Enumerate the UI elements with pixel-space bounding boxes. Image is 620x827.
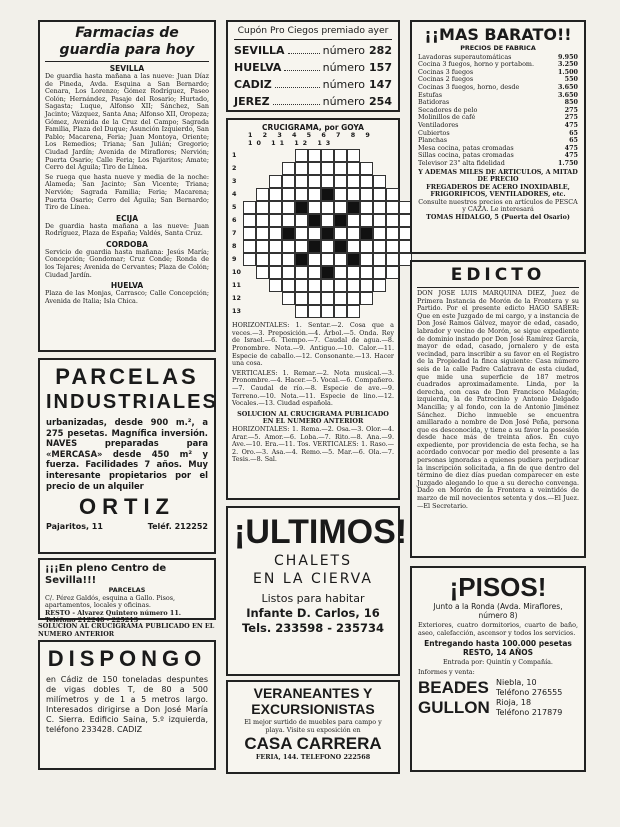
grid-cell (373, 305, 386, 318)
pisos-box (410, 566, 586, 772)
grid-cell[interactable] (347, 175, 360, 188)
grid-cell (269, 292, 282, 305)
grid-cell[interactable] (334, 266, 347, 279)
grid-cell[interactable] (308, 253, 321, 266)
grid-row-number: 8 (232, 242, 237, 251)
cupon-city: JEREZ (234, 95, 270, 108)
grid-cell[interactable] (256, 214, 269, 227)
grid-cell[interactable] (386, 201, 399, 214)
crossword-grid (243, 149, 412, 318)
crucigrama-cols: 1 2 3 4 5 6 7 8 9 10 11 12 13 (248, 131, 374, 147)
grid-cell[interactable] (360, 266, 373, 279)
cupon-label: número (322, 44, 366, 57)
veraneantes-title2: EXCURSIONISTAS (251, 701, 375, 717)
cupon-dots (273, 93, 320, 105)
pisos-tel1: Teléfono 276555 (496, 688, 563, 698)
cordoba-text: Servicio de guardia hasta mañana: Jesús María; Concepción; Gondomar; Cruz Conde; Ronda de los Tejares; Avenida de Cervantes; Plaza de Colón; Ciudad Jardín. (45, 247, 209, 279)
barato-item-name: Sillas cocina, patas cromadas (418, 151, 514, 160)
grid-cell[interactable] (360, 253, 373, 266)
grid-cell[interactable] (295, 305, 308, 318)
cupon-title: Cupón Pro Ciegos premiado ayer (237, 25, 389, 36)
grid-cell[interactable] (360, 175, 373, 188)
grid-cell (282, 149, 295, 162)
grid-cell[interactable] (373, 279, 386, 292)
farmacias-box (38, 20, 216, 352)
barato-line1: Y ADEMAS MILES DE ARTICULOS, A MITAD DE PRECIO (418, 167, 578, 184)
grid-row-number: 2 (232, 164, 237, 173)
grid-cell[interactable] (373, 175, 386, 188)
grid-cell[interactable] (334, 227, 347, 240)
grid-cell[interactable] (360, 240, 373, 253)
grid-cell[interactable] (243, 253, 256, 266)
ecija-heading: ECIJA (115, 213, 138, 223)
cupon-city: HUELVA (234, 61, 282, 74)
grid-cell (243, 149, 256, 162)
grid-cell[interactable] (373, 240, 386, 253)
grid-cell[interactable] (321, 253, 334, 266)
dispongo-body: en Cádiz de 150 toneladas despuntes de vigas dobles T, de 80 a 500 milímetros y de 1 a 5 metros largo. Interesados dirigirse a Don José María C. Sierra. Edificio Saina, 5.º izquierda, teléfono 233428. CADIZ (46, 675, 208, 734)
grid-cell (256, 162, 269, 175)
grid-cell[interactable] (321, 162, 334, 175)
grid-cell[interactable] (308, 175, 321, 188)
grid-cell[interactable] (269, 201, 282, 214)
grid-row-number: 4 (232, 190, 237, 199)
grid-cell[interactable] (321, 175, 334, 188)
ultimos-box (226, 506, 408, 676)
grid-cell (256, 175, 269, 188)
grid-cell[interactable] (321, 149, 334, 162)
grid-row-number: 1 (232, 151, 237, 160)
grid-cell[interactable] (282, 292, 295, 305)
grid-cell[interactable] (256, 201, 269, 214)
grid-cell (243, 305, 256, 318)
grid-cell[interactable] (256, 253, 269, 266)
grid-cell[interactable] (295, 292, 308, 305)
barato-line2: FREGADEROS DE ACERO INOXIDABLE, FRIGORIFICOS, VENTILADORES, etc. (426, 182, 570, 199)
grid-cell[interactable] (321, 292, 334, 305)
grid-cell[interactable] (282, 214, 295, 227)
grid-cell (269, 162, 282, 175)
grid-row-number: 11 (232, 281, 241, 290)
grid-cell (386, 292, 399, 305)
grid-cell[interactable] (347, 149, 360, 162)
pisos-addr2: Rioja, 18 (496, 698, 532, 708)
grid-cell (256, 149, 269, 162)
grid-cell[interactable] (308, 214, 321, 227)
centro-body: C/. Pérez Galdós, esquina a Gallo. Pisos, apartamentos, locales y oficinas. (45, 593, 176, 610)
pisos-line3: Entregando hasta 100.000 pesetas RESTO, 14 AÑOS (424, 639, 572, 658)
barato-subtitle: PRECIOS DE FABRICA (460, 44, 536, 52)
grid-row-number: 10 (232, 268, 241, 277)
grid-cell[interactable] (282, 266, 295, 279)
grid-cell[interactable] (256, 227, 269, 240)
grid-cell[interactable] (282, 175, 295, 188)
grid-cell[interactable] (334, 149, 347, 162)
grid-cell[interactable] (295, 201, 308, 214)
grid-cell[interactable] (360, 227, 373, 240)
grid-cell[interactable] (295, 279, 308, 292)
barato-item-name: Lavadoras superautomáticas (418, 52, 512, 61)
pisos-line4: Entrada por: Quintín y Compañía. (443, 658, 553, 667)
edicto-box (410, 260, 586, 558)
farmacias-title: Farmacias de guardia para hoy (59, 25, 195, 58)
grid-cell (373, 292, 386, 305)
grid-cell[interactable] (360, 162, 373, 175)
grid-cell[interactable] (243, 240, 256, 253)
barato-item-price: 475 (564, 120, 578, 129)
grid-cell[interactable] (347, 214, 360, 227)
grid-cell[interactable] (308, 149, 321, 162)
barato-item-price: 3.650 (557, 82, 578, 91)
cupon-row (234, 59, 392, 76)
grid-cell[interactable] (347, 305, 360, 318)
grid-cell[interactable] (269, 227, 282, 240)
grid-row-number: 12 (232, 294, 241, 303)
pisos-line1: Junto a la Ronda (Avda. Miraflores, número 8) (433, 602, 563, 620)
grid-cell[interactable] (269, 240, 282, 253)
pisos-line2: Exteriores, cuatro dormitorios, cuarto de baño, aseo, calefacción, ascensor y todos los servicios. (418, 621, 578, 637)
grid-cell[interactable] (334, 214, 347, 227)
grid-cell[interactable] (308, 292, 321, 305)
grid-cell[interactable] (295, 214, 308, 227)
crucigrama-horizontales: HORIZONTALES: 1. Sentar.—2. Cosa que a veces.—3. Preposición.—4. Árbol.—5. Onda. Rey de Israel.—6. Tiempo.—7. Caudal de agua.—8. Pronombre. Nota.—9. Antiguo.—10. Calor.—11. Especie de caballo.—12. Consonante.—13. Hacer una cosa. (232, 321, 394, 368)
grid-cell[interactable] (269, 188, 282, 201)
barato-item-price: 550 (564, 75, 578, 84)
grid-cell[interactable] (334, 188, 347, 201)
crucigrama-title: CRUCIGRAMA, por GOYA (262, 123, 364, 132)
parcelas-phone: Teléf. 212252 (147, 522, 208, 532)
grid-cell (386, 175, 399, 188)
grid-cell (386, 162, 399, 175)
cupon-box (226, 20, 400, 112)
barato-item (418, 84, 578, 92)
grid-cell[interactable] (360, 214, 373, 227)
grid-cell[interactable] (256, 266, 269, 279)
grid-cell[interactable] (386, 188, 399, 201)
grid-cell (243, 279, 256, 292)
sevilla-text2: Se ruega que hasta nueve y media de la noche: Alameda; San Jacinto; San Vicente; Triana; Nervión; Sagrada Familia; Feria; Macarena; Puerta Osario; Cerro del Águila; San Bernardo; Tiro de Línea. (45, 172, 209, 212)
grid-cell (269, 305, 282, 318)
dispongo-title: DISPONGO (47, 646, 207, 671)
grid-cell (360, 149, 373, 162)
grid-cell[interactable] (321, 305, 334, 318)
grid-cell[interactable] (308, 227, 321, 240)
grid-cell (360, 305, 373, 318)
grid-cell[interactable] (282, 240, 295, 253)
grid-cell[interactable] (347, 162, 360, 175)
grid-cell[interactable] (347, 292, 360, 305)
grid-cell[interactable] (282, 188, 295, 201)
centro-subtitle: PARCELAS (108, 586, 146, 594)
barato-item-name: Cocina 3 fuegos, horno y portabom. (418, 60, 535, 69)
grid-cell[interactable] (373, 227, 386, 240)
ultimos-line3: Listos para habitar (261, 592, 365, 605)
barato-item-name: Televisor 23" alta fidelidad (418, 158, 505, 167)
veraneantes-box (226, 680, 400, 774)
centro-title: ¡¡¡En pleno Centro de Sevilla!!! (45, 563, 167, 586)
barato-item-price: 3.650 (557, 90, 578, 99)
pisos-brand1: BEADES (418, 678, 489, 698)
parcelas-address: Pajaritos, 11 (46, 522, 103, 532)
grid-cell[interactable] (347, 253, 360, 266)
grid-cell[interactable] (373, 214, 386, 227)
grid-cell (256, 305, 269, 318)
grid-cell[interactable] (295, 227, 308, 240)
veraneantes-address: FERIA, 144. TELEFONO 222568 (255, 753, 371, 762)
grid-cell[interactable] (373, 188, 386, 201)
pisos-tel2: Teléfono 217879 (496, 708, 563, 718)
barato-item-name: Cocinas 2 fuegos (418, 75, 474, 84)
grid-cell (386, 305, 399, 318)
crucigrama-solucion-title: SOLUCION AL CRUCIGRAMA PUBLICADO EN EL NUMERO ANTERIOR (237, 409, 389, 426)
grid-cell (386, 149, 399, 162)
grid-cell[interactable] (360, 279, 373, 292)
crucigrama-solucion-text: HORIZONTALES: 1. Rema.—2. Osa.—3. Olor.—4. Arar.—5. Amor.—6. Loba.—7. Rito.—8. Ana.—9. Ave.—10. Era.—11. Tos. VERTICALES: 1. Raso.—2. Oro.—3. Asa.—4. Remo.—5. Mar.—6. Ola.—7. Tesis.—8. Sal. (232, 424, 394, 464)
grid-cell[interactable] (321, 227, 334, 240)
grid-row-number: 9 (232, 255, 237, 264)
cupon-num: 282 (369, 44, 392, 57)
grid-cell[interactable] (373, 266, 386, 279)
grid-cell[interactable] (334, 253, 347, 266)
cupon-row (234, 76, 392, 93)
cupon-row (234, 42, 392, 59)
barato-item-name: Ventiladores (418, 120, 459, 129)
sevilla-text: De guardia hasta mañana a las nueve: Juan Díaz de Pineda, Avda. Esquina a San Bernardo; Cenara, Los Lorenzo; Gómez Rodríguez, Paseo Colón; Hernández, Pasaje del Rosario; Hurtado, Sagasta; Luque, Alfonso XII; Sánchez, San Jacinto; Vázquez, Santa Ana; Alfonso XII, Oropeza; Gómez, Avenida de la Cruz del Campo; Sagrada Familia, Plaza del Duque; Asunción Izquierdo, San Pablo; Macarena, Feria; Juan Montoya, Oriente; Los Remedios; Triana; San Julián; Gregorio; Ciudad Jardín; Avenida de Miraflores; Nervión; Puerta Osario; Calle Feria; Los Pajaritos; Amate; Cerro del Águila; Tiro de Línea. (45, 72, 209, 172)
grid-row-number: 3 (232, 177, 237, 186)
grid-cell (269, 149, 282, 162)
veraneantes-brand: CASA CARRERA (244, 734, 382, 754)
grid-cell (243, 175, 256, 188)
barato-box (410, 20, 586, 254)
veraneantes-body: El mejor surtido de muebles para campo y playa. Visite su exposición en (244, 718, 382, 734)
parcelas-title1: PARCELAS (55, 364, 199, 389)
crucigrama-verticales: VERTICALES: 1. Remar.—2. Nota musical.—3. Pronombre.—4. Hacer.—5. Vocal.—6. Compañero.—7. Caudal de río.—8. Especie de ave.—9. Terreno.—10. Nota.—11. Especie de lino.—12. Vocales.—13. Ciudad española. (232, 368, 394, 408)
grid-cell[interactable] (295, 266, 308, 279)
grid-cell[interactable] (334, 175, 347, 188)
parcelas-body: urbanizadas, desde 900 m.², a 275 pesetas. Magnífica inversión. NAVES preparadas para «MERCASA» desde 450 m² y fuerza. Facilidades 7 años. Muy interesante propietarios por el precio de un alquiler (46, 417, 208, 491)
grid-cell (373, 149, 386, 162)
grid-cell[interactable] (308, 266, 321, 279)
barato-item-name: Cubiertos (418, 128, 450, 137)
centro-box (38, 558, 216, 625)
grid-cell[interactable] (347, 227, 360, 240)
barato-item-price: 65 (569, 136, 578, 145)
grid-cell[interactable] (334, 201, 347, 214)
grid-cell[interactable] (347, 279, 360, 292)
grid-cell[interactable] (243, 227, 256, 240)
parcelas-title2: INDUSTRIALES (46, 391, 218, 413)
ultimos-line4: Infante D. Carlos, 16 (246, 606, 380, 620)
cupon-dots (284, 59, 319, 71)
grid-cell[interactable] (321, 279, 334, 292)
cupon-num: 147 (369, 78, 392, 91)
ultimos-title: ¡ULTIMOS! (234, 513, 408, 551)
ultimos-line2: EN LA CIERVA (253, 571, 373, 587)
barato-item-price: 9.950 (557, 52, 578, 61)
grid-cell[interactable] (334, 292, 347, 305)
grid-cell[interactable] (321, 240, 334, 253)
grid-cell[interactable] (269, 214, 282, 227)
grid-cell[interactable] (282, 279, 295, 292)
grid-cell[interactable] (295, 149, 308, 162)
grid-cell[interactable] (347, 266, 360, 279)
barato-item-price: 850 (564, 98, 578, 107)
sevilla-heading: SEVILLA (109, 64, 145, 73)
barato-title: ¡¡MAS BARATO!! (424, 25, 572, 44)
cupon-dots (288, 42, 320, 54)
centro-resto: RESTO - Alvarez Quintero número 11. Teléfono 212248 - 225213 (45, 608, 182, 625)
barato-item-price: 3.250 (557, 60, 578, 69)
grid-cell[interactable] (347, 188, 360, 201)
grid-cell (256, 292, 269, 305)
cupon-row (234, 93, 392, 110)
grid-cell[interactable] (373, 253, 386, 266)
grid-cell (243, 188, 256, 201)
pisos-addr1: Niebla, 10 (496, 678, 537, 688)
grid-cell[interactable] (308, 240, 321, 253)
barato-item-name: Mesa cocina, patas cromadas (418, 143, 514, 152)
barato-item-name: Batidoras (418, 98, 450, 107)
barato-item-price: 475 (564, 143, 578, 152)
grid-cell[interactable] (269, 266, 282, 279)
grid-cell[interactable] (256, 240, 269, 253)
grid-cell[interactable] (282, 227, 295, 240)
grid-cell[interactable] (334, 162, 347, 175)
cordoba-heading: CORDOBA (106, 239, 148, 249)
cupon-label: número (322, 78, 366, 91)
grid-cell (243, 292, 256, 305)
grid-row-number: 13 (232, 307, 241, 316)
grid-cell[interactable] (282, 162, 295, 175)
ecija-text: De guardia hasta mañana a las nueve: Juan Rodríguez, Plaza de España; Valdés, Santa Cruz. (45, 221, 209, 238)
parcelas-brand: ORTIZ (79, 494, 175, 520)
cupon-num: 254 (369, 95, 392, 108)
cupon-city: CADIZ (234, 78, 272, 91)
grid-cell[interactable] (243, 201, 256, 214)
huelva-text: Plaza de las Monjas, Carrasco; Calle Concepción; Avenida de Italia; Isla Chica. (45, 289, 209, 305)
edicto-title: EDICTO (450, 265, 546, 285)
parcelas-box (38, 358, 216, 554)
veraneantes-title1: VERANEANTES Y (253, 685, 373, 701)
barato-item-price: 1.750 (557, 158, 578, 167)
grid-cell (282, 305, 295, 318)
grid-cell[interactable] (308, 279, 321, 292)
grid-cell (243, 266, 256, 279)
barato-item-name: Molinillos de café (418, 113, 476, 122)
grid-cell[interactable] (386, 240, 399, 253)
grid-cell (256, 279, 269, 292)
grid-cell (243, 162, 256, 175)
grid-row-number: 7 (232, 229, 237, 238)
grid-row-number: 6 (232, 216, 237, 225)
grid-cell[interactable] (295, 188, 308, 201)
barato-item-price: 475 (564, 151, 578, 160)
grid-cell[interactable] (308, 188, 321, 201)
grid-cell[interactable] (360, 201, 373, 214)
barato-item-price: 1.500 (557, 67, 578, 76)
grid-cell[interactable] (360, 292, 373, 305)
grid-cell[interactable] (386, 214, 399, 227)
grid-cell[interactable] (256, 188, 269, 201)
barato-item-name: Cocinas 3 fuegos, horno, desde (418, 82, 520, 91)
pisos-title: ¡PISOS! (449, 572, 547, 602)
dispongo-box (38, 640, 216, 770)
grid-cell[interactable] (295, 240, 308, 253)
barato-item (418, 160, 578, 168)
grid-cell[interactable] (243, 214, 256, 227)
grid-cell[interactable] (334, 279, 347, 292)
grid-cell[interactable] (321, 201, 334, 214)
cupon-dots (275, 76, 320, 88)
grid-cell[interactable] (321, 188, 334, 201)
crucigrama-box (226, 118, 400, 500)
barato-item-name: Cocinas 3 fuegos (418, 67, 474, 76)
grid-cell[interactable] (386, 227, 399, 240)
barato-line4: TOMAS HIDALGO, 5 (Puerta del Osario) (426, 213, 570, 222)
grid-cell[interactable] (334, 305, 347, 318)
grid-cell[interactable] (269, 253, 282, 266)
grid-cell[interactable] (282, 253, 295, 266)
ultimos-line1: CHALETS (274, 553, 352, 569)
grid-cell[interactable] (360, 188, 373, 201)
grid-cell[interactable] (269, 175, 282, 188)
grid-cell[interactable] (321, 266, 334, 279)
grid-cell[interactable] (282, 201, 295, 214)
grid-cell[interactable] (321, 214, 334, 227)
barato-line3: Consulte nuestros precios en artículos de PESCA y CAZA. Le interesará (418, 197, 578, 214)
cupon-num: 157 (369, 61, 392, 74)
pisos-brand2: GULLON (418, 698, 490, 718)
barato-item-price: 65 (569, 128, 578, 137)
grid-cell[interactable] (334, 240, 347, 253)
grid-cell[interactable] (373, 201, 386, 214)
grid-cell[interactable] (347, 201, 360, 214)
cupon-label: número (322, 95, 366, 108)
barato-item-price: 275 (564, 105, 578, 114)
barato-item-name: Secadores de pelo (418, 105, 478, 114)
grid-cell[interactable] (386, 253, 399, 266)
huelva-heading: HUELVA (110, 281, 144, 291)
grid-cell[interactable] (386, 266, 399, 279)
cupon-label: número (322, 61, 366, 74)
grid-cell[interactable] (295, 253, 308, 266)
solucion-note: SOLUCION AL CRUCIGRAMA PUBLICADO EN EL NUMERO ANTERIOR (38, 622, 215, 638)
barato-item-price: 275 (564, 113, 578, 122)
edicto-body: DON JOSE LUIS MARQUINA DIEZ, Juez de Primera Instancia de Morón de la Frontera y su Partido. Por el presente edicto HAGO SABER: Que en este Juzgado de mi cargo, y a instancia de Don José Ramos Gálvez, mayor de edad, casado, labrador y vecino de Morón, se sigue expediente de dominio instado por Don José Ramírez García, mayor de edad, casado, jornalero y de esta vecindad, para inscribir a su favor en el Registro de la Propiedad la finca siguiente: Casa número seis de la calle Padre Calatrava de esta ciudad, que mide una superficie de 187 metros cuadrados aproximadamente. Linda, por la derecha, con casa de Don Francisco Malagón; izquierda, la de Patrocinio y Antonio Delgado Mancilla; y al fondo, con la de Antonio Jiménez Sánchez. Dicho inmueble se encuentra amillarado a nombre de Don José Peña, persona que es desconocida, y tiene a su favor la posesión desde hace más de treinta años. En cuyo expediente, por providencia de esta fecha, se ha acordado convocar por medio del presente a las personas ignoradas a quienes pudiera perjudicar la inscripción solicitada, a fin de que dentro del término de diez días puedan comparecer en este Juzgado alegando lo que a su derecho convenga. Dado en Morón de la Frontera a veintidós de marzo de mil novecientos setenta y dos.—El Juez.—El Secretario. (417, 289, 579, 510)
cupon-city: SEVILLA (234, 44, 285, 57)
grid-row-number: 5 (232, 203, 237, 212)
grid-cell (386, 279, 399, 292)
ultimos-line5: Tels. 233598 - 235734 (241, 621, 385, 635)
grid-cell[interactable] (347, 240, 360, 253)
grid-cell[interactable] (295, 175, 308, 188)
grid-cell[interactable] (269, 279, 282, 292)
pisos-line5: Informes y venta: (418, 667, 475, 676)
grid-cell[interactable] (308, 162, 321, 175)
grid-cell[interactable] (295, 162, 308, 175)
grid-cell[interactable] (308, 305, 321, 318)
barato-item-name: Estufas (418, 90, 443, 99)
barato-item-name: Planchas (418, 136, 448, 145)
grid-cell[interactable] (308, 201, 321, 214)
grid-cell (373, 162, 386, 175)
